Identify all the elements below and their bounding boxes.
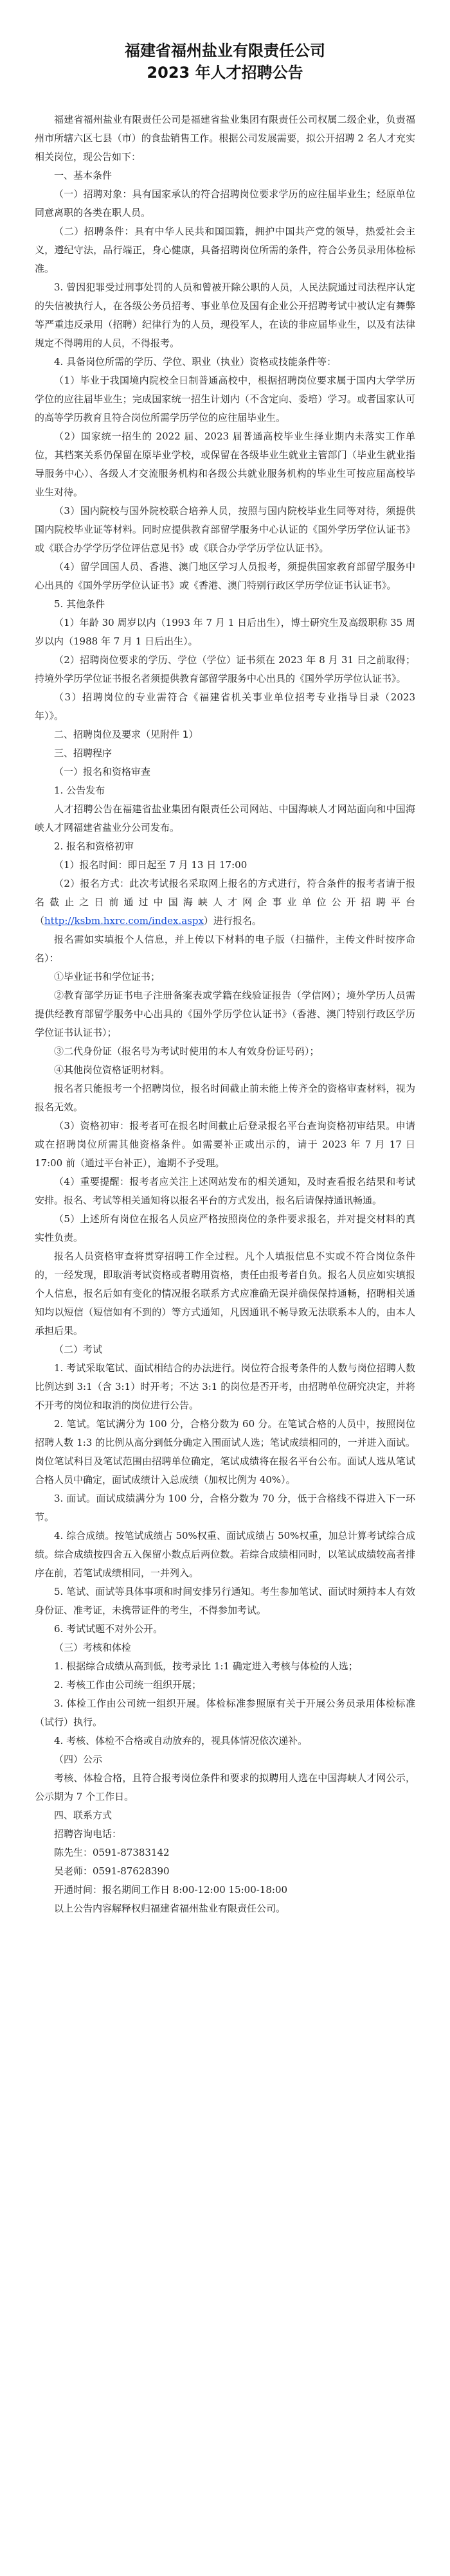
paragraph: （3）招聘岗位的专业需符合《福建省机关事业单位招考专业指导目录（2023 年）》。 [35,691,415,722]
paragraph: （一）招聘对象：具有国家承认的符合招聘岗位要求学历的应往届毕业生；经原单位同意离职的各类在职人员。 [35,188,415,218]
paragraph: 1. 公告发布 [54,785,105,796]
paragraph: 5. 其他条件 [54,598,105,610]
text: ）进行报名。 [203,915,262,927]
final-statement: 以上公告内容解释权归福建省福州盐业有限责任公司。 [54,1903,286,1914]
paragraph: ①毕业证书和学位证书； [54,971,161,982]
section-procedure: 三、招聘程序 [54,747,113,759]
paragraph: （二）招聘条件：具有中华人民共和国国籍，拥护中国共产党的领导，热爱社会主义，遵纪守法，品行端正，身心健康，具备招聘岗位所需的条件，符合公务员录用体检标准。 [35,226,415,274]
paragraph: （1）年龄 30 周岁以内（1993 年 7 月 1 日后出生），博士研究生及高级职称 35 周岁以内（1988 年 7 月 1 日后出生）。 [35,617,415,647]
paragraph: 1. 考试采取笔试、面试相结合的办法进行。岗位符合报考条件的人数与岗位招聘人数比例达到 3:1（含 3:1）时开考；不达 3:1 的岗位是否开考，由招聘单位研究决定，并将不开考的岗位和取消的岗位进行公告。 [35,1362,415,1411]
paragraph: 3. 体检工作由公司统一组织开展。体检标准参照原有关于开展公务员录用体检标准（试行）执行。 [35,1698,415,1728]
paragraph: 4. 考核、体检不合格或自动放弃的，视具体情况依次递补。 [54,1735,308,1746]
paragraph: 3. 面试。面试成绩满分为 100 分，合格分数为 70 分，低于合格线不得进入下一环节。 [35,1493,415,1523]
paragraph: 人才招聘公告在福建省盐业集团有限责任公司网站、中国海峡人才网站面向和中国海峡人才网福建省盐业分公司发布。 [35,803,415,833]
paragraph: 1. 根据综合成绩从高到低，按考录比 1:1 确定进入考核与体检的人选； [54,1660,358,1672]
paragraph: （1）报名时间：即日起至 7 月 13 日 17:00 [54,859,248,871]
section-contact: 四、联系方式 [54,1809,113,1821]
subsection-assessment: （三）考核和体检 [54,1642,132,1653]
contact-person-1: 陈先生：0591-87383142 [54,1847,170,1858]
paragraph: 6. 考试试题不对外公开。 [54,1623,163,1635]
page-subtitle: 2023 年人才招聘公告 [147,64,303,82]
paragraph: 5. 笔试、面试等具体事项和时间安排另行通知。考生参加笔试、面试时须持本人有效身份证、准考证，未携带证件的考生，不得参加考试。 [35,1586,415,1616]
section-positions: 二、招聘岗位及要求（见附件 1） [54,729,199,740]
paragraph: 3. 曾因犯罪受过刑事处罚的人员和曾被开除公职的人员，人民法院通过司法程序认定的失信被执行人，在各级公务员招考、事业单位及国有企业公开招聘考试中被认定有舞弊等严重违反录用（招聘）纪律行为的人员，现役军人，在读的非应届毕业生，以及有法律规定不得聘用的人员，不得报考。 [35,281,415,349]
paragraph: ④其他岗位资格证明材料。 [54,1064,170,1076]
paragraph: （5）上述所有岗位在报名人员应严格按照岗位的条件要求报名，并对提交材料的真实性负责。 [35,1213,415,1243]
subsection-publicity: （四）公示 [54,1754,103,1765]
paragraph: （3）国内院校与国外院校联合培养人员，按照与国内院校毕业生同等对待，须提供国内院校毕业证等材料。同时应提供教育部留学服务中心认证的《国外学历学位认证书》或《联合办学学历学位评估意见书》或《联合办学学历学位认证书》。 [35,505,415,554]
page-title: 福建省福州盐业有限责任公司 [125,42,325,60]
section-basic-conditions: 一、基本条件 [54,170,113,181]
registration-method-paragraph [35,875,415,930]
contact-person-2: 吴老师：0591-87628390 [54,1865,170,1877]
paragraph: （2）招聘岗位要求的学历、学位（学位）证书须在 2023 年 8 月 31 日之前取得；持境外学历学位证书报名者须提供教育部留学服务中心出具的《国外学历学位认证书》。 [35,654,415,684]
text: （2）报名方式：此次考试报名采取网上报名的方式进行，符合条件的报考者请于报名截止之日前通过中国海峡人才网企事业单位公开招聘平台（ [35,878,415,927]
contact-hours: 开通时间：报名期间工作日 8:00-12:00 15:00-18:00 [54,1884,288,1896]
paragraph: （4）留学回国人员、香港、澳门地区学习人员报考，须提供国家教育部留学服务中心出具的《国外学历学位认证书》或《香港、澳门特别行政区学历学位证书认证书》。 [35,561,415,591]
intro-paragraph: 福建省福州盐业有限责任公司是福建省盐业集团有限责任公司权属二级企业，负责福州市所辖六区七县（市）的食盐销售工作。根据公司发展需要，拟公开招聘 2 名人才充实相关岗位，现公告如下： [35,114,415,163]
paragraph: 2. 报名和资格初审 [54,840,134,852]
paragraph: 报名者只能报考一个招聘岗位，报名时间截止前未能上传齐全的资格审查材料，视为报名无效。 [35,1083,415,1113]
paragraph: ②教育部学历证书电子注册备案表或学籍在线验证报告（学信网）；境外学历人员需提供经教育部留学服务中心出具的《国外学历学位认证书》（香港、澳门特别行政区学历学位证书认证书）； [35,990,415,1038]
paragraph: 4. 具备岗位所需的学历、学位、职业（执业）资格或技能条件等： [54,356,337,368]
registration-link[interactable]: http://ksbm.hxrc.com/index.aspx [44,915,204,927]
paragraph: （3）资格初审：报考者可在报名时间截止后登录报名平台查询资格初审结果。申请或在招聘岗位所需其他资格条件。如需要补正或出示的，请于 2023 年 7 月 17 日 17:00 前（通过平台补正），逾期不予受理。 [35,1120,415,1169]
paragraph: 2. 笔试。笔试满分为 100 分，合格分数为 60 分。在笔试合格的人员中，按照岗位招聘人数 1:3 的比例从高分到低分确定入围面试人选；笔试成绩相同的，一并进入面试。岗位笔试科目及笔试范围由招聘单位确定，笔试成绩将在报名平台公布。面试人选从笔试合格人员中确定，面试成绩计入总成绩（加权比例为 40%）。 [35,1418,415,1486]
paragraph: ③二代身份证（报名号为考试时使用的本人有效身份证号码）； [54,1045,320,1057]
paragraph: 报名需如实填报个人信息，并上传以下材料的电子版（扫描件，主传文件时按序命名）： [35,934,415,964]
paragraph: （1）毕业于我国境内院校全日制普通高校中，根据招聘岗位要求属于国内大学学历学位的应往届毕业生；完成国家统一招生计划内（不含定向、委培）学习。或者国家认可的高等学历教育且符合岗位所需学历学位的应往届毕业生。 [35,375,415,423]
subsection-exam: （二）考试 [54,1344,103,1355]
paragraph: （2）国家统一招生的 2022 届、2023 届普通高校毕业生择业期内未落实工作单位，其档案关系仍保留在原毕业学校，或保留在各级毕业生就业主管部门（毕业生就业指导服务中心）、各级人才交流服务机构和各级公共就业服务机构的毕业生可按应届高校毕业生对待。 [35,431,415,498]
subsection-registration: （一）报名和资格审查 [54,766,151,777]
contact-phone-label: 招聘咨询电话： [54,1828,122,1840]
paragraph: 考核、体检合格，且符合报考岗位条件和要求的拟聘用人选在中国海峡人才网公示，公示期为 7 个工作日。 [35,1772,415,1802]
paragraph: （4）重要提醒：报考者应关注上述网站发布的相关通知，及时查看报名结果和考试安排。报名、考试等相关通知将以报名平台的方式发出，报名后请保持通讯畅通。 [35,1176,415,1206]
paragraph: 4. 综合成绩。按笔试成绩占 50%权重、面试成绩占 50%权重，加总计算考试综合成绩。综合成绩按四舍五入保留小数点后两位数。若综合成绩相同时，以笔试成绩较高者排序在前，若笔试成绩相同，一并列入。 [35,1530,415,1579]
paragraph: 2. 考核工作由公司统一组织开展； [54,1679,202,1691]
paragraph: 报名人员资格审查将贯穿招聘工作全过程。凡个人填报信息不实或不符合岗位条件的，一经发现，即取消考试资格或者聘用资格，责任由报考者自负。报名人员应如实填报个人信息，报名后如有变化的情况报名联系方式应准确无误并确保保持通畅，招聘相关通知均以短信（短信如有不到的）等方式通知，凡因通讯不畅导致无法联系本人的，由本人承担后果。 [35,1250,415,1337]
